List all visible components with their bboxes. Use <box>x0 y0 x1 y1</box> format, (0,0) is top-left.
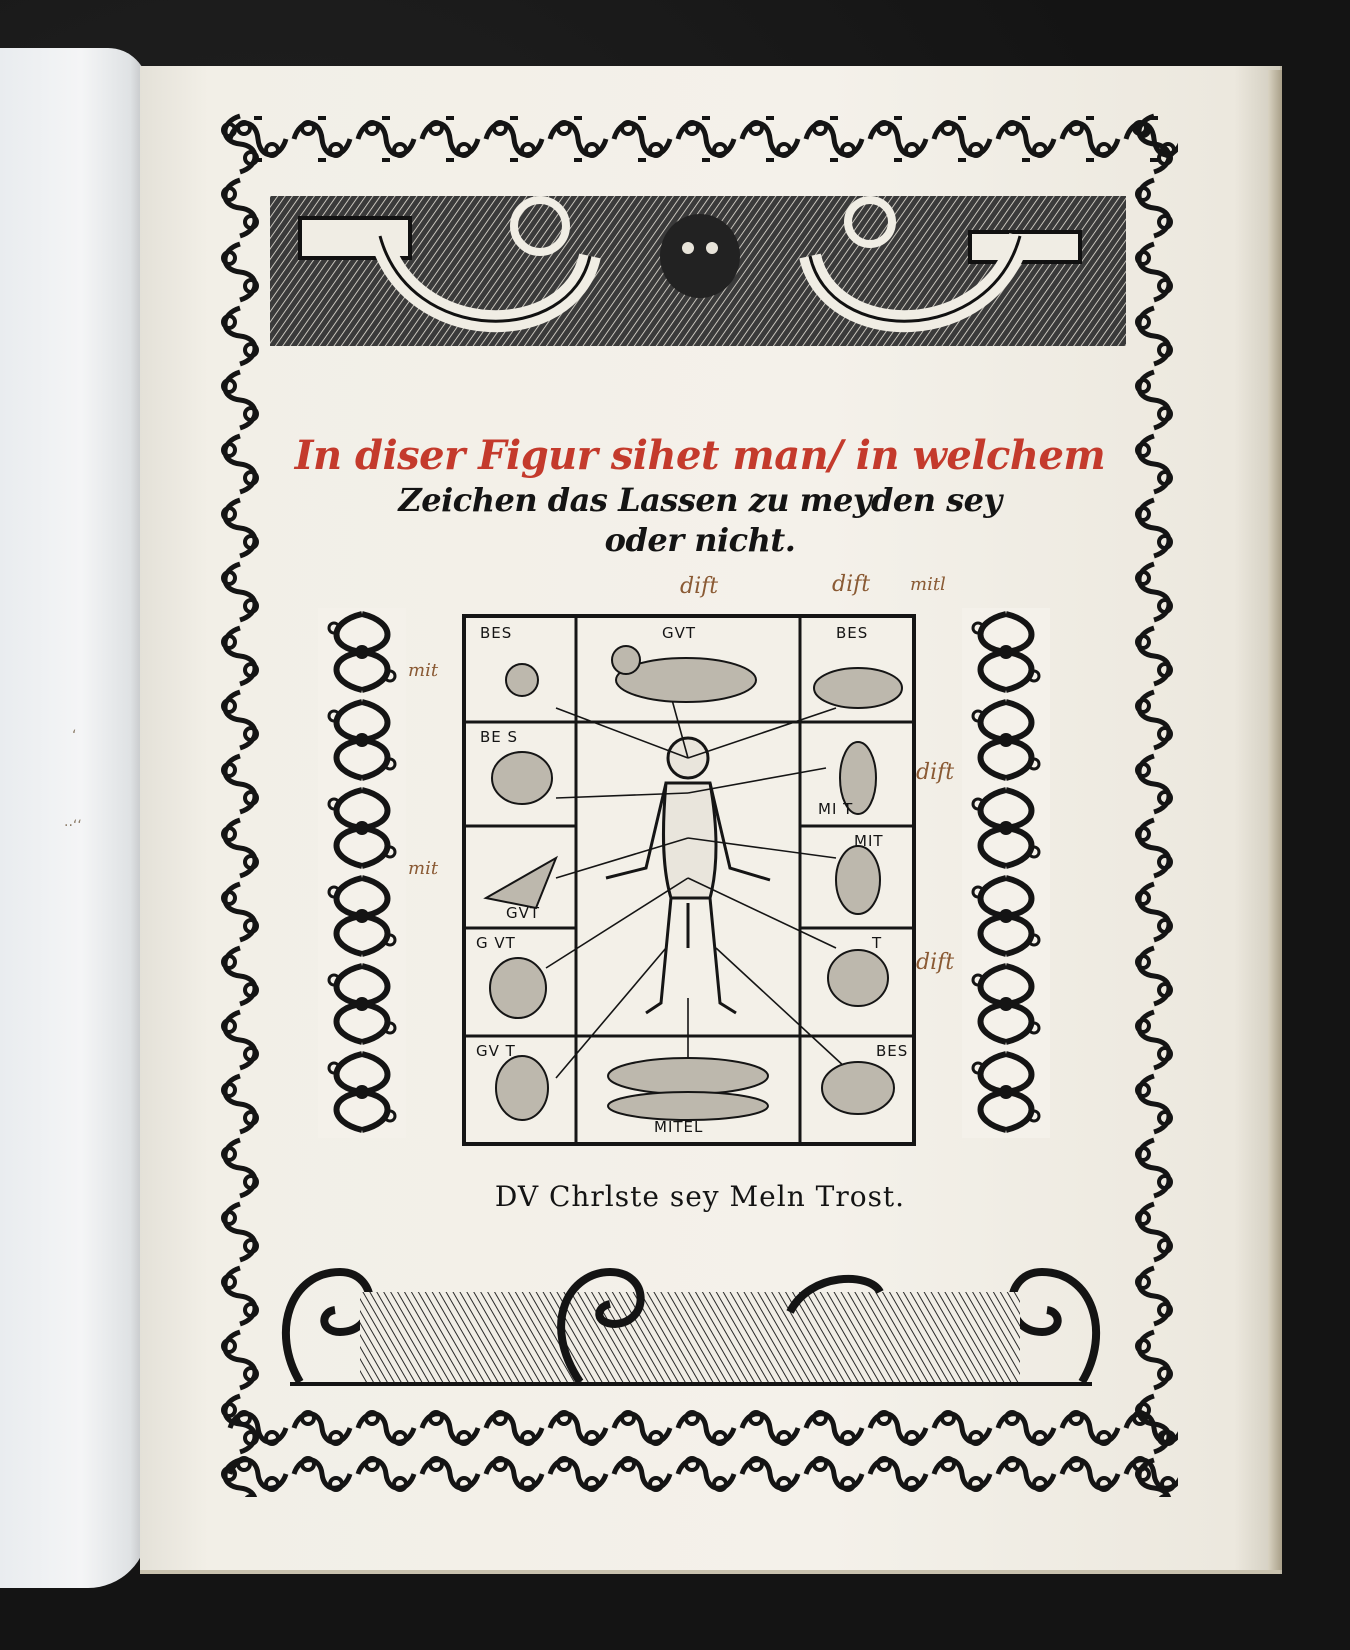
title-line-1: In diser Figur sihet man/ in welchem <box>294 432 1106 479</box>
cell-label-leo: BE S <box>480 728 519 746</box>
right-border-ornament <box>1128 112 1180 1497</box>
cell-label-libra: GVT <box>506 904 541 922</box>
right-column-ornament <box>962 608 1050 1138</box>
cell-label-taurus: BES <box>836 624 869 642</box>
left-column-ornament <box>318 608 406 1138</box>
title-block <box>250 432 1150 560</box>
cell-label-capricorn: BES <box>876 1042 909 1060</box>
cell-label-gemini: BES <box>480 624 513 642</box>
manuscript-note: mit <box>408 660 439 681</box>
manuscript-note: mit <box>408 858 439 879</box>
top-border-ornament <box>226 112 1178 166</box>
left-page <box>0 48 148 1588</box>
bottom-border-ornament <box>226 1405 1178 1497</box>
manuscript-note: dift <box>832 572 871 597</box>
left-page-mark: ‘ <box>72 728 77 744</box>
left-page-mark: ··‘‘ <box>64 818 82 834</box>
title-line-2: Zeichen das Lassen zu meyden sey <box>398 481 1002 519</box>
cell-label-pisces: MITEL <box>654 1118 704 1136</box>
tailpiece-woodcut <box>270 1252 1112 1390</box>
headpiece-woodcut <box>270 196 1126 346</box>
cell-label-sagittarius: G VT <box>476 934 516 952</box>
manuscript-note: dift <box>916 950 955 975</box>
manuscript-note: dift <box>916 760 955 785</box>
cell-label-aries: GVT <box>662 624 697 642</box>
cell-label-aquarius: GV T <box>476 1042 516 1060</box>
title-line-3: oder nicht. <box>604 521 796 559</box>
page-edge <box>1268 70 1282 1570</box>
left-border-ornament <box>214 112 266 1497</box>
cell-label-scorpio: T <box>872 934 883 952</box>
cell-label-virgo: MIT <box>854 832 884 850</box>
manuscript-note: dift <box>680 574 719 599</box>
cell-label-cancer: MI T <box>818 800 854 818</box>
motto-line: DV Chrlste sey Meln Trost. <box>494 1180 906 1213</box>
manuscript-note: mitl <box>910 574 946 595</box>
zodiac-man-woodcut <box>462 614 916 1146</box>
